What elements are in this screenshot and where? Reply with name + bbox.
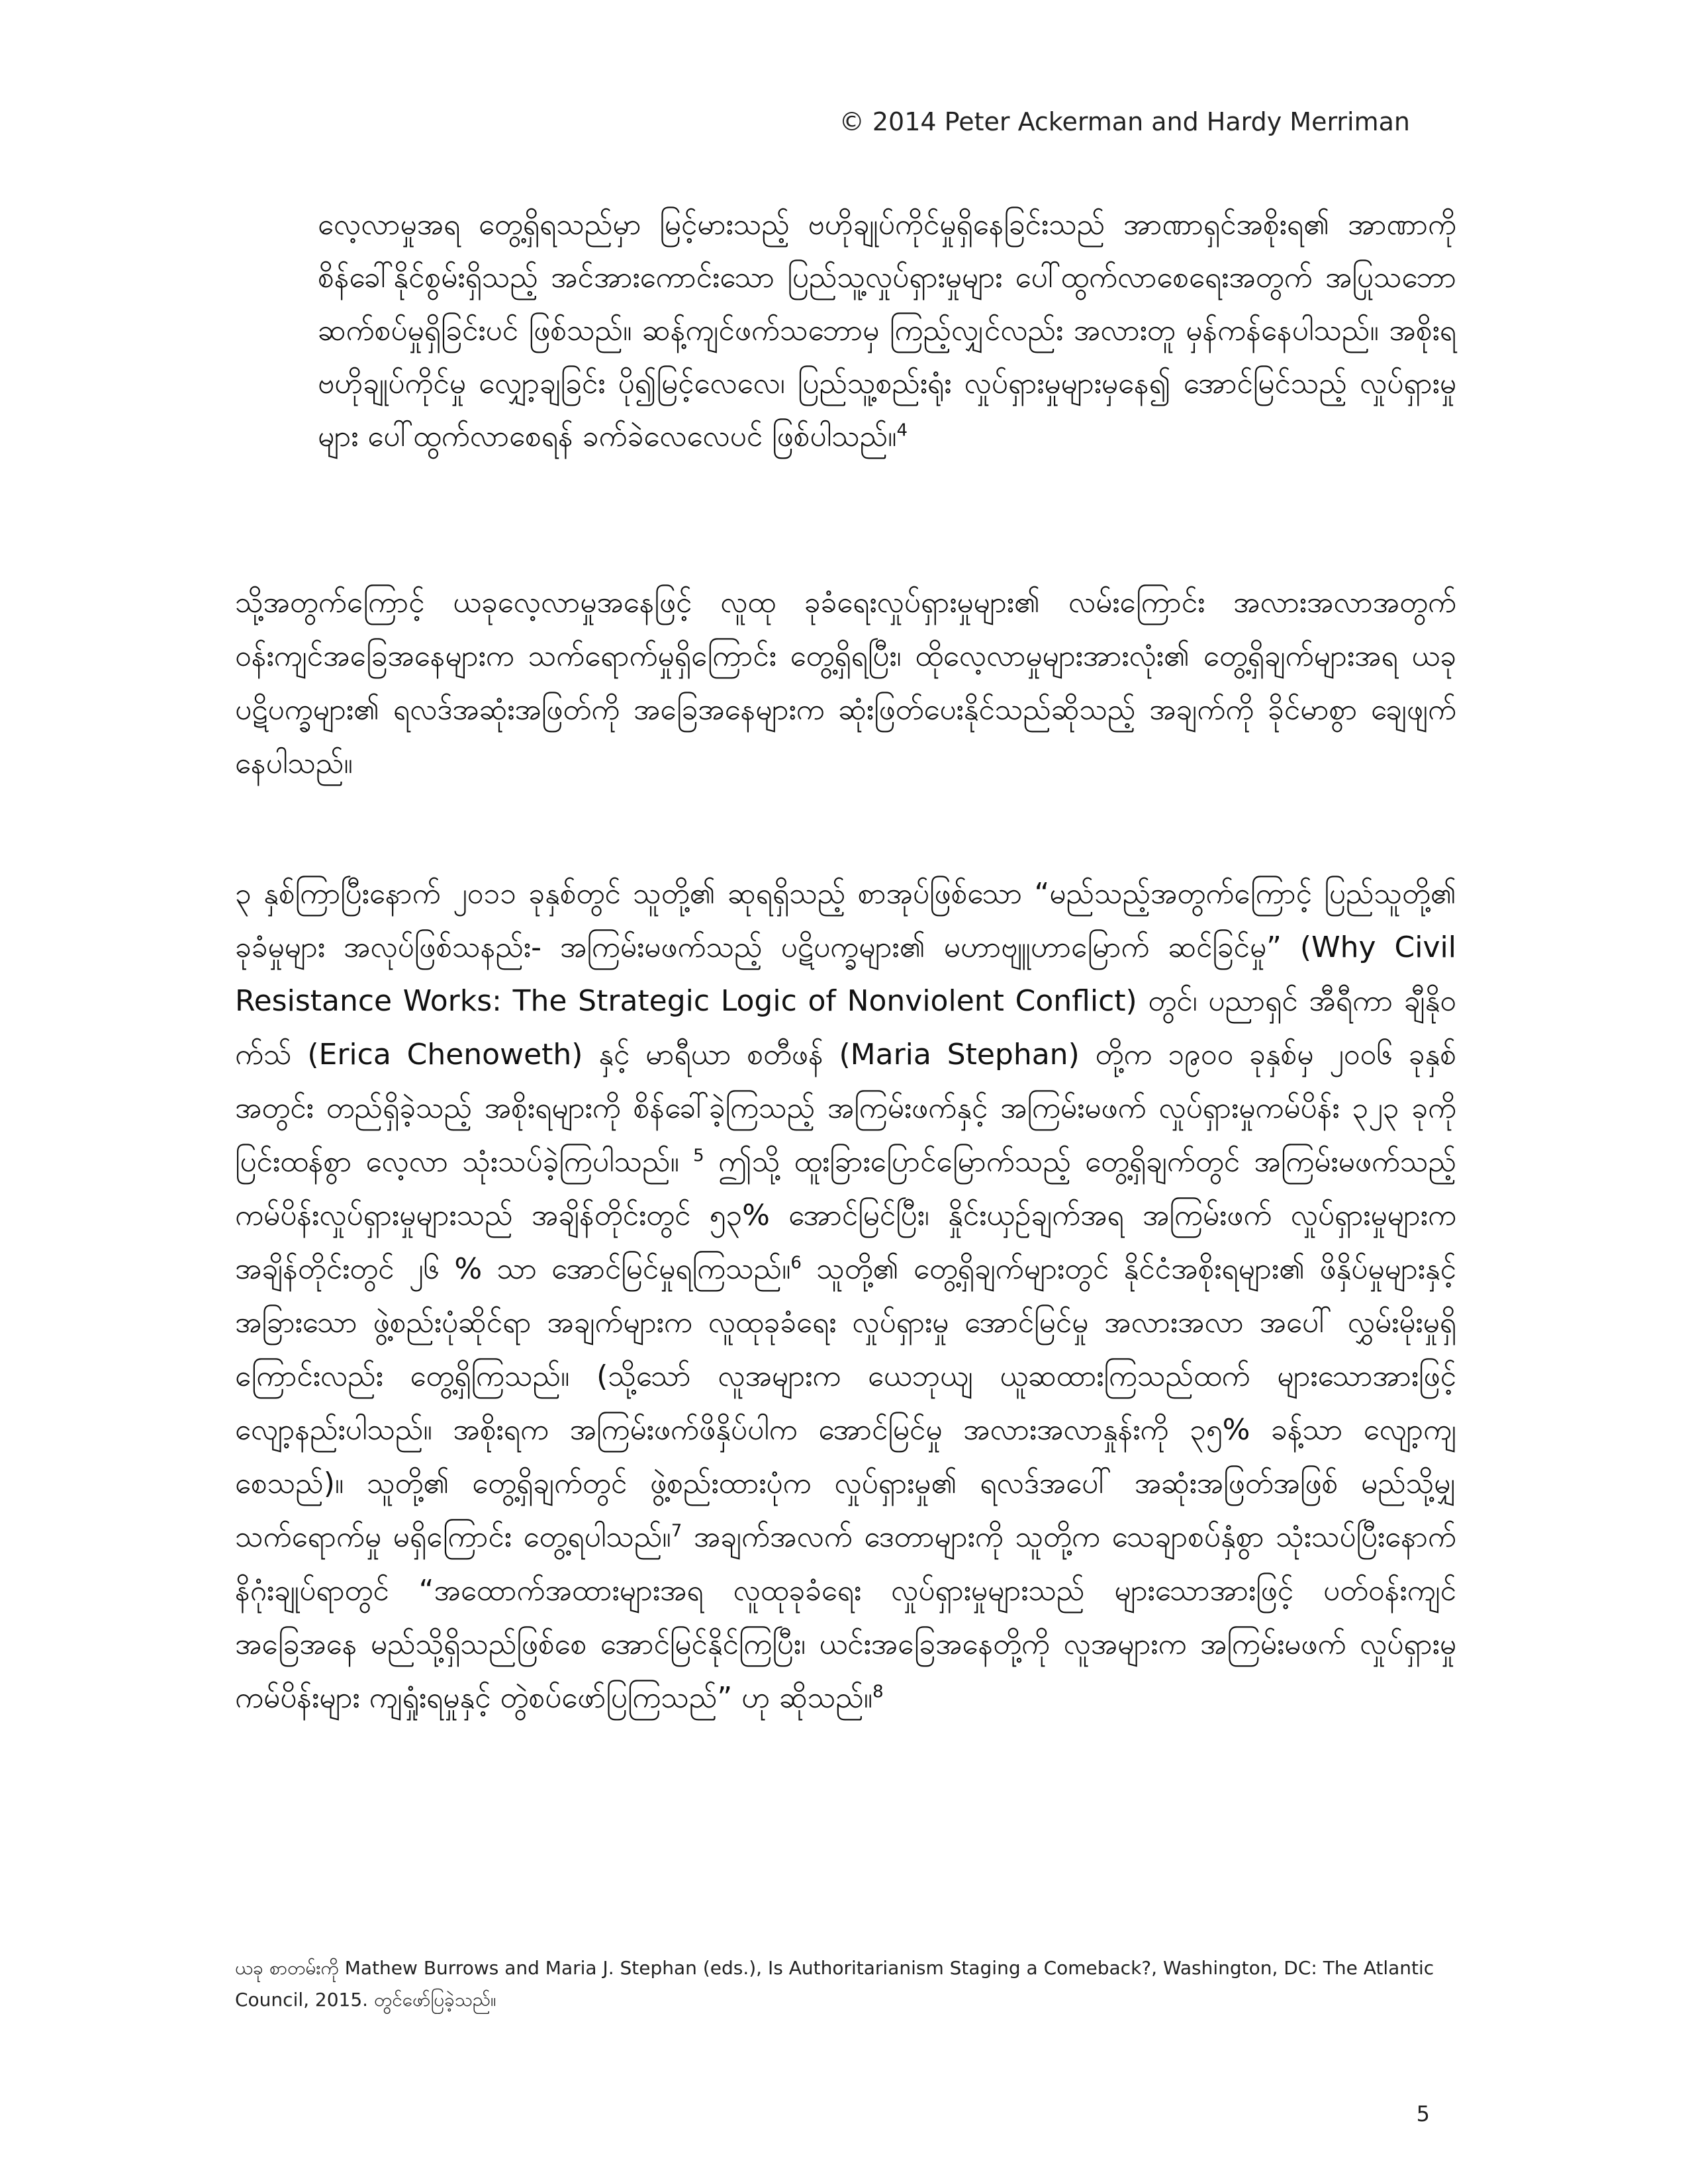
paragraph-2 [235, 867, 1456, 1725]
footnote: ယခု စာတမ်းကို Mathew Burrows and Maria J. Stephan (eds.), Is Authoritarianism Staging a Comeback?, Washington, DC: The Atlantic Council, 2015. တွင်ဖော်ပြခဲ့သည်။ [235, 1957, 1434, 2011]
footnote-ref-5[interactable]: 5 [693, 1146, 704, 1166]
paragraph-2-part-c: သူတို့၏ တွေ့ရှိချက်များတွင် နိုင်ငံအစိုးရများ၏ ဖိနှိပ်မှုများနှင့် အခြားသော ဖွဲ့စည်းပုံဆိုင်ရာ အချက်များက လူထုခုခံရေး လှုပ်ရှားမှု အောင်မြင်မှု အလားအလာ အပေါ် လွှမ်းမိုးမှုရှိကြောင်းလည်း တွေ့ရှိကြသည်။ (သို့သော် လူအများက ယေဘုယျ ယူဆထားကြသည်ထက် များသောအားဖြင့် လျော့နည်းပါသည်။ အစိုးရက အကြမ်းဖက်ဖိနှိပ်ပါက အောင်မြင်မှု အလားအလာနှုန်းကို ၃၅% ခန့်သာ လျော့ကျစေသည်)။ သူတို့၏ တွေ့ရှိချက်တွင် ဖွဲ့စည်းထားပုံက လှုပ်ရှားမှု၏ ရလဒ်အပေါ် အဆုံးအဖြတ်အဖြစ် မည်သို့မျှ သက်ရောက်မှု မရှိကြောင်း တွေ့ရပါသည်။ [235, 1252, 1456, 1554]
quote-text: လေ့လာမှုအရ တွေ့ရှိရသည်မှာ မြင့်မားသည့် ဗဟိုချုပ်ကိုင်မှုရှိနေခြင်းသည် အာဏာရှင်အစိုးရ၏ အာဏာကို စိန်ခေါ်နိုင်စွမ်းရှိသည့် အင်အားကောင်းသော ပြည်သူ့လှုပ်ရှားမှုများ ပေါ်ထွက်လာစေရေးအတွက် အပြုသဘော ဆက်စပ်မှုရှိခြင်းပင် ဖြစ်သည်။ ဆန့်ကျင်ဖက်သဘောမှ ကြည့်လျှင်လည်း အလားတူ မှန်ကန်နေပါသည်။ အစိုးရ ဗဟိုချုပ်ကိုင်မှု လျှော့ချခြင်း ပို၍မြင့်လေလေ၊ ပြည်သူ့စည်းရုံး လှုပ်ရှားမှုများမှနေ၍ အောင်မြင်သည့် လှုပ်ရှားမှုများ ပေါ်ထွက်လာစေရန် ခက်ခဲလေလေပင် ဖြစ်ပါသည်။ [318, 208, 1457, 453]
footnote-ref-6[interactable]: 6 [790, 1253, 802, 1273]
page-number: 5 [1416, 2101, 1430, 2126]
copyright-header: © 2014 Peter Ackerman and Hardy Merriman [839, 107, 1410, 136]
paragraph-2-part-a: ၃ နှစ်ကြာပြီးနောက် ၂၀၁၁ ခုနှစ်တွင် သူတို့၏ ဆုရရှိသည့် စာအုပ်ဖြစ်သော “မည်သည့်အတွက်ကြောင့် ပြည်သူတို့၏ ခုခံမှုများ အလုပ်ဖြစ်သနည်း- အကြမ်းမဖက်သည့် ပဋိပက္ခများ၏ မဟာဗျူဟာမြောက် ဆင်ခြင်မှု” (Why Civil Resistance Works: The Strategic Logic of Nonviolent Conflict) တွင်၊ ပညာရှင် အီရီကာ ချီနိုဝက်သ် (Erica Chenoweth) နှင့် မာရီယာ စတီဖန် (Maria Stephan) တို့က ၁၉၀၀ ခုနှစ်မှ ၂၀၀၆ ခုနှစ်အတွင်း တည်ရှိခဲ့သည့် အစိုးရများကို စိန်ခေါ်ခဲ့ကြသည့် အကြမ်းဖက်နှင့် အကြမ်းမဖက် လှုပ်ရှားမှုကမ်ပိန်း ၃၂၃ ခုကို ပြင်းထန်စွာ လေ့လာ သုံးသပ်ခဲ့ကြပါသည်။ [235, 877, 1456, 1179]
paragraph-2-part-d: အချက်အလက် ဒေတာများကို သူတို့က သေချာစပ်နှံစွာ သုံးသပ်ပြီးနောက် နိဂုံးချုပ်ရာတွင် “အထောက်အထားများအရ လူထုခုခံရေး လှုပ်ရှားမှုများသည် များသောအားဖြင့် ပတ်ဝန်းကျင် အခြေအနေ မည်သို့ရှိသည်ဖြစ်စေ အောင်မြင်နိုင်ကြပြီး၊ ယင်းအခြေအနေတို့ကို လူအများက အကြမ်းမဖက် လှုပ်ရှားမှု ကမ်ပိန်းများ ကျရှုံးရမှုနှင့် တွဲစပ်ဖော်ပြကြသည်” ဟု ဆိုသည်။ [235, 1520, 1456, 1715]
block-quote [318, 199, 1456, 463]
footnote-ref-4[interactable]: 4 [896, 420, 908, 441]
paragraph-2-part-b: ဤသို့ ထူးခြားပြောင်မြောက်သည့် တွေ့ရှိချက်တွင် အကြမ်းမဖက်သည့် ကမ်ပိန်းလှုပ်ရှားမှုများသည် အချိန်တိုင်းတွင် ၅၃% အောင်မြင်ပြီး၊ နှိုင်းယှဉ်ချက်အရ အကြမ်းဖက် လှုပ်ရှားမှုများက အချိန်တိုင်းတွင် ၂၆ % သာ အောင်မြင်မှုရကြသည်။ [235, 1145, 1457, 1286]
paragraph-1: သို့အတွက်ကြောင့် ယခုလေ့လာမှုအနေဖြင့် လူထု ခုခံရေးလှုပ်ရှားမှုများ၏ လမ်းကြောင်း အလားအလာအတွက် ဝန်းကျင်အခြေအနေများက သက်ရောက်မှုရှိကြောင်း တွေ့ရှိရပြီး၊ ထိုလေ့လာမှုများအားလုံး၏ တွေ့ရှိချက်များအရ ယခု ပဋိပက္ခများ၏ ရလဒ်အဆုံးအဖြတ်ကို အခြေအနေများက ဆုံးဖြတ်ပေးနိုင်သည်ဆိုသည့် အချက်ကို ခိုင်မာစွာ ချေဖျက်နေပါသည်။ [235, 586, 1456, 780]
footnote-ref-7[interactable]: 7 [671, 1521, 682, 1541]
footnote-ref-8[interactable]: 8 [872, 1682, 884, 1702]
